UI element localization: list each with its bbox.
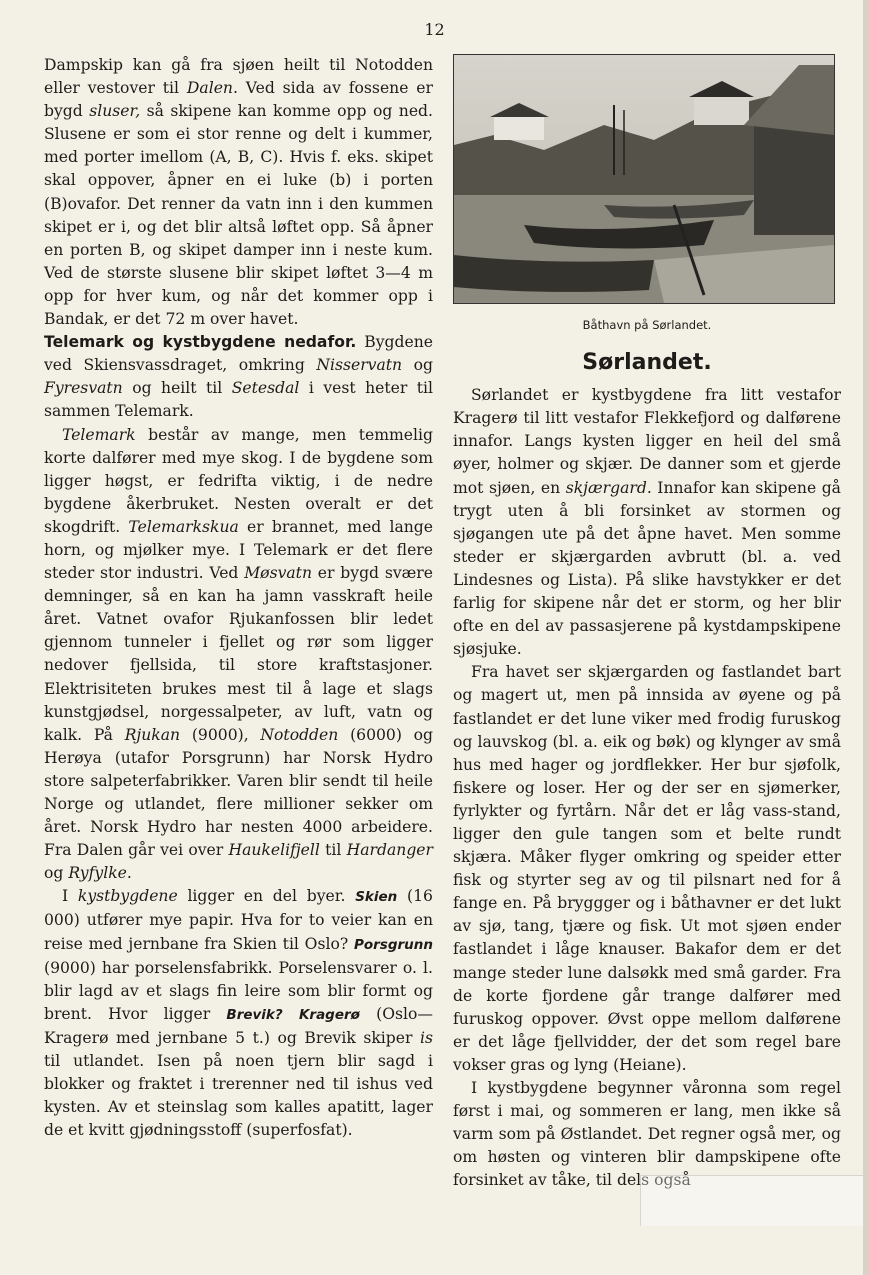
right-column	[453, 54, 841, 1192]
left-column	[44, 54, 433, 1142]
paragraph-skjaergard: Fra havet ser skjærgarden og fastlandet bart og magert ut, men på innsida av øyene og på fastlandet er det lune viker med frodig furuskog og lauvskog (bl. a. eik og bøk) og klynger av små hus med hager og jordflekker. Her bur sjøfolk, fiskere og loser. Her og der ser en sjømerker, fyrlykter og fyrtårn. Når det er låg vass-stand, ligger den gule tangen som et belte rundt skjæra. Måker flyger omkring og speider etter fisk og styrter seg av og til pilsnart ned for å fange en. På bryggger og i båthavner er det lukt av sjø, tang, tjære og fisk. Ut mot sjøen ender fastlandet i låge knauser. Bakafor dem er det mange steder lune dalsøkk med små garder. Fra de korte fjordene går trange dalfører med furuskog oppover. Øvst oppe mellom dalførene er det låge fjellvidder, der det som regel bare vokser gras og lyng (Heiane).	[453, 663, 841, 1074]
paragraph-sluser: Dampskip kan gå fra sjøen heilt til Notodden eller vestover til Dalen. Ved sida av fossene er bygd sluser, så skipene kan komme opp og ned. Slusene er som ei stor renne og delt i kummer, med porter imellom (A, B, C). Hvis f. eks. skipet skal oppover, åpner en ei luke (b) i porten (B)ovafor. Det renner da vatn inn i den kummen skipet er i, og det blir altså løftet opp. Så åpner en porten B, og skipet damper inn i neste kum. Ved de største slusene blir skipet løftet 3—4 m opp for hver kum, og når det kommer opp i Bandak, er det 72 m over havet.	[44, 56, 433, 329]
paragraph-klima: I kystbygdene begynner våronna som regel først i mai, og sommeren er lang, men ikke så varm som på Østlandet. Det regner også mer, og om høsten og vinteren blir dampskipene ofte forsinket av tåke, til dels også	[453, 1079, 841, 1190]
section-title: Sørlandet.	[582, 350, 712, 376]
paragraph-telemark: Telemark består av mange, men temmelig korte dalfører med mye skog. I de bygdene som ligger høgst, er fedrifta viktig, i de nedre bygdene åkerbruket. Nesten overalt er det skogdrift. Telemarkskua er brannet, med lange horn, og mjølker mye. I Telemark er det flere steder stor industri. Ved Møsvatn er bygd svære demninger, så en kan ha jamn vasskraft heile året. Vatnet ovafor Rjukanfossen blir ledet gjennom tunneler i fjellet og rør som ligger nedover fjellsida, til store kraftstasjoner. Elektrisiteten brukes mest til å lage et slags kunstgjødsel, norgessalpeter, av luft, vatn og kalk. På Rjukan (9000), Notodden (6000) og Herøya (utafor Porsgrunn) har Norsk Hydro store salpeterfabrikker. Varen blir sendt til heile Norge og utlandet, flere millioner sekker om året. Norsk Hydro har nesten 4000 arbeidere. Fra Dalen går vei over Haukelifjell til Hardanger og Ryfylke.	[44, 425, 434, 883]
photo-caption: Båthavn på Sørlandet.	[582, 318, 712, 332]
page-edge	[863, 0, 869, 1275]
paragraph-telemark-intro: Telemark og kystbygdene nedafor. Bygdene ved Skiensvassdraget, omkring Nisservatn og Fyresvatn og heilt til Setesdal i vest heter til sammen Telemark.	[44, 333, 433, 421]
page-number: 12	[424, 20, 445, 39]
paragraph-kystbygdene: I kystbygdene ligger en del byer. Skien (16 000) utfører mye papir. Hva for to veier kan en reise med jernbane fra Skien til Oslo? Porsgrunn (9000) har porselensfabrikk. Porselensvarer o. l. blir lagd av et slags fin leire som blir formt og brent. Hvor ligger Brevik? Kragerø (Oslo—Kragerø med jernbane 5 t.) og Brevik skiper is til utlandet. Isen på noen tjern blir sagd i blokker og fraktet i trerenner ned til ishus ved kysten. Av et steinslag som kalles apatitt, lager de et kvitt gjødningsstoff (superfosfat).	[44, 887, 433, 1140]
harbour-photo	[453, 54, 835, 304]
tape-mark	[640, 1175, 866, 1226]
paragraph-sorlandet: Sørlandet er kystbygdene fra litt vestafor Kragerø til litt vestafor Flekkefjord og dalførene innafor. Langs kysten ligger en heil del små øyer, holmer og skjær. De danner som et gjerde mot sjøen, en skjærgard. Innafor kan skipene gå trygt uten å bli forsinket av stormen og sjøgangen ute på det åpne havet. Men somme steder er skjærgarden avbrutt (bl. a. ved Lindesnes og Lista). På slike havstykker er det farlig for skipene når det er storm, og her blir ofte en del av passasjerene på kystdampskipene sjøsjuke.	[453, 386, 841, 659]
telemark-heading: Telemark og kystbygdene nedafor.	[44, 333, 357, 352]
harbour-illustration	[454, 55, 834, 303]
photo-container	[453, 54, 841, 306]
